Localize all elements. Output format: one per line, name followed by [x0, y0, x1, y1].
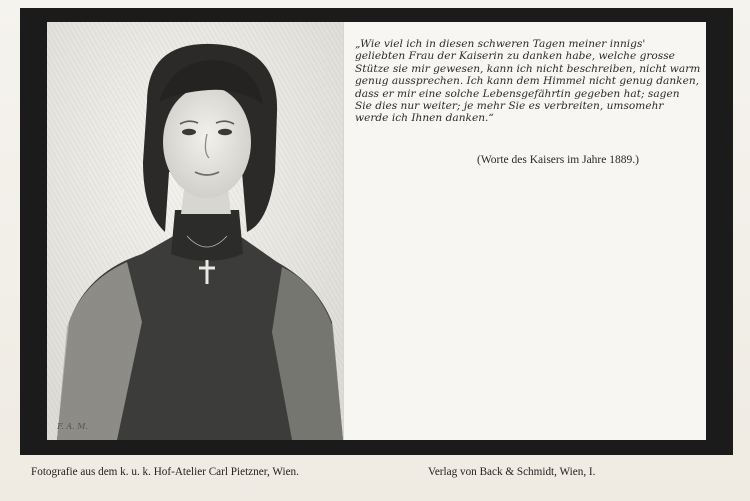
publisher-footer	[0, 466, 750, 486]
photo-credit: Fotografie aus dem k. u. k. Hof-Atelier Carl Pietzner, Wien.	[31, 466, 299, 478]
quote-line: Stütze sie mir gewesen, kann ich nicht beschreiben, nicht warm	[355, 62, 701, 75]
artist-signature: F. A. M.	[57, 422, 88, 431]
card-inner-panel	[47, 22, 706, 440]
publisher-credit: Verlag von Back & Schmidt, Wien, I.	[428, 466, 596, 478]
portrait-engraving	[47, 22, 343, 440]
quote-attribution: (Worte des Kaisers im Jahre 1889.)	[477, 154, 639, 166]
panel-divider	[343, 22, 344, 440]
emperor-quote	[355, 38, 699, 125]
portrait-image	[47, 22, 343, 440]
quote-line: dass er mir eine solche Lebensgefährtin gegeben hat; sagen	[355, 87, 680, 100]
quote-line: Sie dies nur weiter; je mehr Sie es verbreiten, umsomehr	[355, 100, 664, 113]
quote-line: geliebten Frau der Kaiserin zu danken habe, welche grosse	[355, 50, 675, 63]
quote-line: „Wie viel ich in diesen schweren Tagen meiner innigs'	[355, 38, 646, 50]
mourning-border-frame	[20, 8, 733, 455]
quote-line: werde ich Ihnen danken.“	[355, 112, 494, 125]
quote-line: genug aussprechen. Ich kann dem Himmel nicht genug danken,	[355, 75, 700, 88]
